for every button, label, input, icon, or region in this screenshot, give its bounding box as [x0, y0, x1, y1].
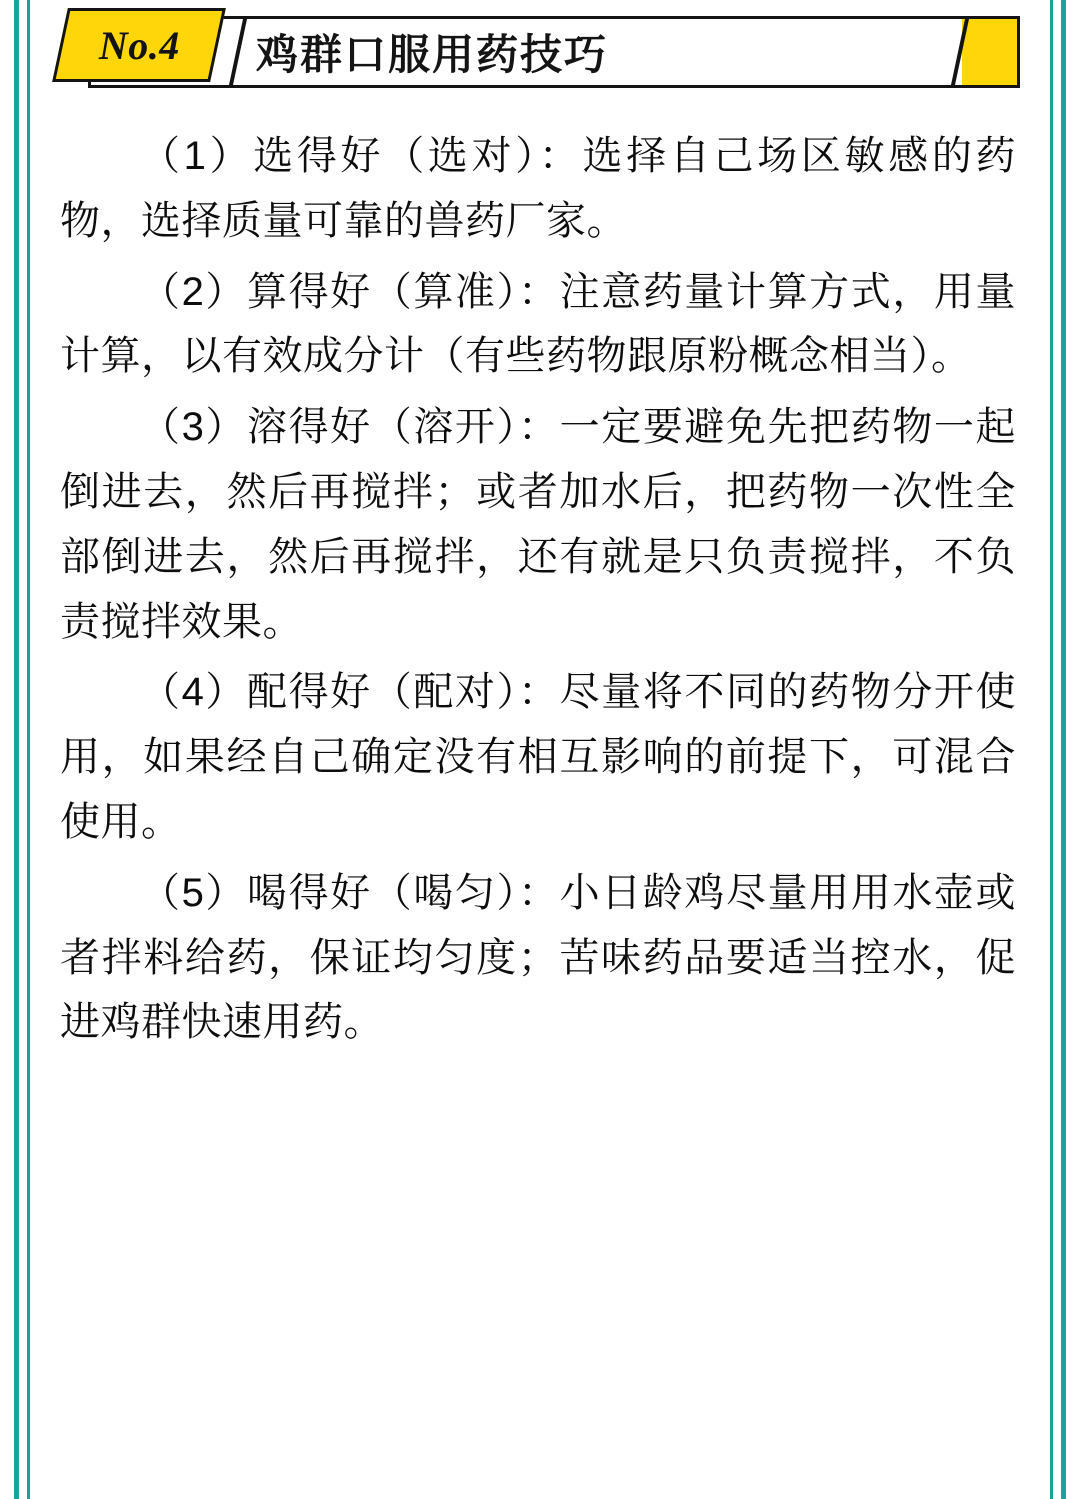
content-column	[60, 0, 1020, 1499]
paragraph: （2）算得好（算准）：注意药量计算方式，用量计算，以有效成分计（有些药物跟原粉概念相当）。	[60, 269, 1016, 379]
section-number-label: No.4	[98, 22, 180, 68]
header-accent-block	[962, 16, 1020, 88]
left-inner-rule	[27, 0, 30, 1499]
body-text	[60, 124, 1020, 1055]
right-outer-rule	[1061, 0, 1066, 1499]
paragraph: （3）溶得好（溶开）：一定要避免先把药物一起倒进去，然后再搅拌；或者加水后，把药物一次性全部倒进去，然后再搅拌，还有就是只负责搅拌，不负责搅拌效果。	[60, 405, 1016, 644]
paragraph: （1）选得好（选对）：选择自己场区敏感的药物，选择质量可靠的兽药厂家。	[60, 134, 1016, 243]
left-outer-rule	[14, 0, 19, 1499]
paragraph: （4）配得好（配对）：尽量将不同的药物分开使用，如果经自己确定没有相互影响的前提下，可混合使用。	[60, 670, 1016, 844]
right-inner-rule	[1050, 0, 1053, 1499]
section-header	[60, 8, 1020, 100]
paragraph: （5）喝得好（喝匀）：小日龄鸡尽量用用水壶或者拌料给药，保证均匀度；苦味药品要适当控水，促进鸡群快速用药。	[60, 870, 1016, 1045]
section-title: 鸡群口服用药技巧	[256, 31, 609, 78]
section-number-badge	[52, 8, 226, 82]
